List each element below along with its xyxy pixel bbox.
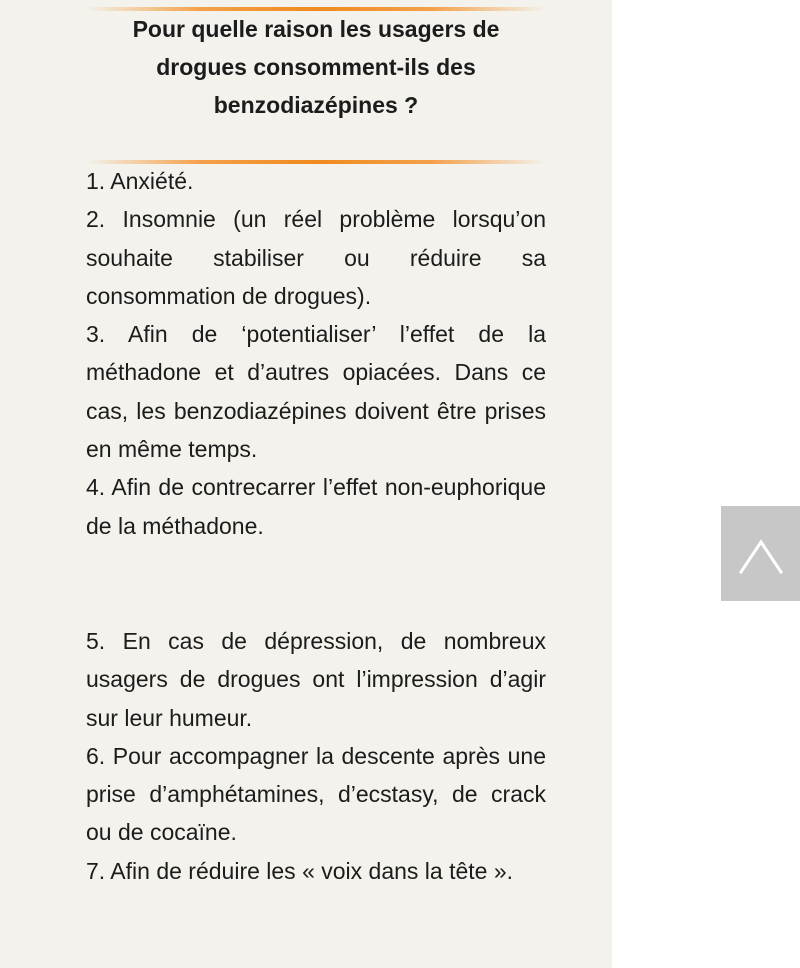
list-item: 3. Afin de ‘potentialiser’ l’effet de la méthadone et d’autres opiacées. Dans ce cas, les benzodiazépines doivent être prises en même temps. (86, 321, 546, 463)
scroll-to-top-button[interactable] (721, 506, 800, 601)
chevron-up-icon (721, 506, 800, 601)
list-item: 6. Pour accompagner la descente après une prise d’amphétamines, d’ecstasy, de crack ou de cocaïne. (86, 742, 546, 846)
list-item: 4. Afin de contrecarrer l’effet non-euphorique de la méthadone. (86, 474, 546, 539)
list-item: 5. En cas de dépression, de nombreux usagers de drogues ont l’impression d’agir sur leur humeur. (86, 627, 546, 731)
list-item: 2. Insomnie (un réel problème lorsqu’on souhaite stabiliser ou réduire sa consommation de drogues). (86, 206, 546, 309)
article-content (86, 162, 546, 890)
list-item: 1. Anxiété. (86, 168, 194, 194)
paragraph-spacer (86, 545, 546, 622)
list-item: 7. Afin de réduire les « voix dans la tête ». (86, 857, 514, 884)
article-title: Pour quelle raison les usagers de drogues consomment-ils des benzodiazépines ? (132, 16, 500, 118)
